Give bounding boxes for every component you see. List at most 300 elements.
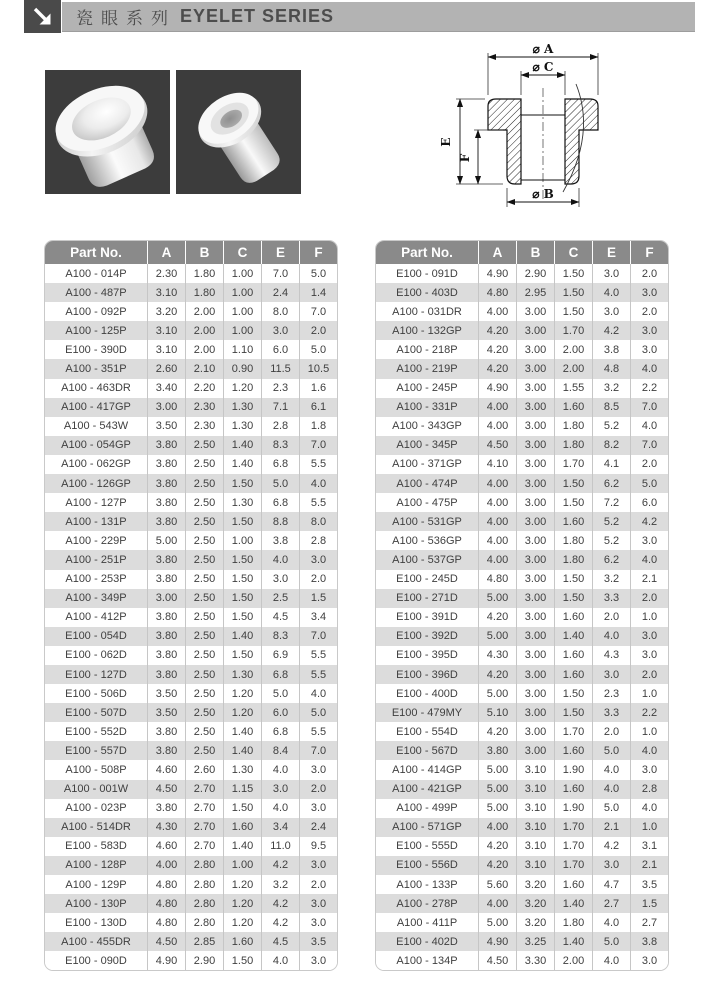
table-cell: 4.20 — [478, 856, 516, 875]
table-row — [45, 302, 337, 321]
table-cell: 3.80 — [147, 455, 185, 474]
table-cell: 6.0 — [630, 493, 668, 512]
table-cell: 4.0 — [592, 951, 630, 970]
table-cell: 5.5 — [299, 722, 337, 741]
table-row — [376, 684, 668, 703]
table-cell: 2.4 — [299, 818, 337, 837]
page-title-bar — [62, 2, 695, 32]
table-cell: 2.50 — [185, 665, 223, 684]
table-cell: 3.0 — [630, 627, 668, 646]
table-cell: A100 - 054GP — [61, 439, 131, 452]
table-cell: 4.50 — [147, 780, 185, 799]
table-cell: 3.8 — [592, 340, 630, 359]
table-cell: E100 - 395D — [396, 649, 458, 662]
table-cell: 3.00 — [516, 608, 554, 627]
table-cell: 3.0 — [630, 646, 668, 665]
table-cell: 1.00 — [223, 321, 261, 340]
table-cell: 2.50 — [185, 741, 223, 760]
table-cell: A100 - 499P — [396, 802, 458, 815]
table-row — [45, 665, 337, 684]
table-cell: 1.15 — [223, 780, 261, 799]
table-cell: 4.50 — [147, 932, 185, 951]
table-row — [45, 264, 337, 283]
table-cell: 1.10 — [223, 340, 261, 359]
table-cell: 2.70 — [185, 799, 223, 818]
table-cell: 3.5 — [299, 932, 337, 951]
table-cell: 1.50 — [223, 512, 261, 531]
table-cell: 3.80 — [147, 512, 185, 531]
table-cell: A100 - 126GP — [61, 477, 131, 490]
table-row — [376, 608, 668, 627]
table-cell: 5.5 — [299, 493, 337, 512]
table-cell: A100 - 132GP — [392, 324, 462, 337]
table-cell: 8.8 — [261, 512, 299, 531]
table-cell: 2.50 — [185, 570, 223, 589]
table-cell: A100 - 531GP — [392, 515, 462, 528]
table-cell: 8.3 — [261, 436, 299, 455]
table-cell: 3.10 — [516, 780, 554, 799]
table-cell: 7.0 — [299, 302, 337, 321]
table-cell: 4.20 — [478, 340, 516, 359]
table-cell: 2.85 — [185, 932, 223, 951]
table-cell: E100 - 392D — [396, 630, 458, 643]
table-cell: 4.8 — [592, 359, 630, 378]
table-cell: 1.70 — [554, 722, 592, 741]
table-cell: A100 - 092P — [65, 305, 127, 318]
table-cell: 5.0 — [592, 799, 630, 818]
table-cell: A100 - 343GP — [392, 420, 462, 433]
table-cell: 4.1 — [592, 455, 630, 474]
table-cell: 4.00 — [478, 474, 516, 493]
table-row — [376, 665, 668, 684]
table-cell: 1.50 — [223, 951, 261, 970]
table-cell: 1.40 — [223, 436, 261, 455]
table-cell: 2.1 — [592, 818, 630, 837]
table-cell: 3.0 — [592, 302, 630, 321]
table-cell: A100 - 253P — [65, 573, 127, 586]
table-cell: 2.7 — [630, 913, 668, 932]
table-cell: 3.8 — [630, 932, 668, 951]
table-cell: 4.3 — [592, 646, 630, 665]
table-cell: 4.2 — [261, 894, 299, 913]
table-cell: 2.50 — [185, 493, 223, 512]
table-cell: 3.00 — [516, 703, 554, 722]
table-row — [376, 474, 668, 493]
table-cell: A100 - 475P — [396, 496, 458, 509]
table-cell: 1.40 — [554, 627, 592, 646]
table-cell: 2.20 — [185, 379, 223, 398]
table-cell: 3.0 — [592, 264, 630, 283]
table-cell: 3.2 — [592, 570, 630, 589]
table-cell: 5.0 — [299, 340, 337, 359]
table-cell: 2.50 — [185, 474, 223, 493]
table-cell: 4.20 — [478, 321, 516, 340]
table-row — [376, 837, 668, 856]
table-cell: 1.20 — [223, 684, 261, 703]
table-cell: 2.50 — [185, 722, 223, 741]
table-cell: 1.90 — [554, 799, 592, 818]
table-cell: 3.00 — [147, 589, 185, 608]
table-cell: 5.0 — [299, 703, 337, 722]
table-cell: E100 - 506D — [65, 687, 127, 700]
table-cell: 1.50 — [554, 264, 592, 283]
table-cell: 1.0 — [630, 608, 668, 627]
label-diameter-c: ⌀ C — [532, 60, 554, 74]
table-cell: 2.80 — [185, 913, 223, 932]
table-cell: 3.10 — [516, 799, 554, 818]
table-cell: 2.00 — [554, 359, 592, 378]
label-diameter-b: ⌀ B — [532, 187, 554, 201]
table-cell: 1.50 — [223, 608, 261, 627]
table-row — [45, 321, 337, 340]
table-cell: 1.20 — [223, 703, 261, 722]
table-cell: 2.80 — [185, 875, 223, 894]
dimension-diagram — [430, 42, 642, 230]
table-cell: A100 - 417GP — [61, 401, 131, 414]
table-cell: 1.60 — [554, 665, 592, 684]
table-cell: 7.0 — [299, 436, 337, 455]
table-cell: 3.00 — [516, 302, 554, 321]
table-cell: 1.80 — [554, 531, 592, 550]
table-cell: 4.0 — [299, 684, 337, 703]
table-cell: A100 - 543W — [63, 420, 129, 433]
table-cell: 2.8 — [261, 417, 299, 436]
table-cell: 3.80 — [147, 627, 185, 646]
table-cell: 5.5 — [299, 646, 337, 665]
table-cell: 1.5 — [299, 589, 337, 608]
table-cell: A100 - 331P — [396, 401, 458, 414]
table-cell: E100 - 403D — [396, 286, 458, 299]
table-cell: 1.60 — [554, 512, 592, 531]
table-cell: 3.50 — [147, 684, 185, 703]
table-cell: 2.50 — [185, 703, 223, 722]
table-cell: 1.70 — [554, 321, 592, 340]
table-cell: 4.90 — [478, 932, 516, 951]
table-cell: 2.00 — [554, 951, 592, 970]
table-cell: 7.0 — [299, 627, 337, 646]
table-row — [376, 321, 668, 340]
table-cell: A100 - 463DR — [61, 382, 131, 395]
table-cell: 4.00 — [478, 512, 516, 531]
table-cell: 2.30 — [185, 417, 223, 436]
table-cell: 3.0 — [630, 283, 668, 302]
table-cell: 1.40 — [554, 932, 592, 951]
table-cell: 3.10 — [147, 283, 185, 302]
table-cell: 0.90 — [223, 359, 261, 378]
table-cell: 2.00 — [554, 340, 592, 359]
table-cell: 3.10 — [147, 340, 185, 359]
table-cell: 1.0 — [630, 722, 668, 741]
table-cell: 2.95 — [516, 283, 554, 302]
table-row — [45, 359, 337, 378]
table-cell: 3.00 — [516, 493, 554, 512]
table-cell: 6.2 — [592, 474, 630, 493]
table-cell: 3.20 — [147, 302, 185, 321]
table-cell: 4.0 — [592, 760, 630, 779]
table-row — [45, 894, 337, 913]
table-cell: 2.1 — [630, 856, 668, 875]
table-row — [376, 818, 668, 837]
table-cell: 1.00 — [223, 302, 261, 321]
table-cell: A100 - 537GP — [392, 553, 462, 566]
table-cell: 6.2 — [592, 550, 630, 569]
table-cell: 4.50 — [478, 436, 516, 455]
table-cell: 4.00 — [478, 398, 516, 417]
table-cell: 4.80 — [147, 913, 185, 932]
table-cell: 4.0 — [630, 741, 668, 760]
table-cell: 3.10 — [516, 818, 554, 837]
table-cell: 3.00 — [516, 684, 554, 703]
table-cell: 3.00 — [516, 398, 554, 417]
table-cell: 1.50 — [223, 589, 261, 608]
table-cell: 1.00 — [223, 283, 261, 302]
table-cell: 1.60 — [554, 398, 592, 417]
table-cell: 5.0 — [299, 264, 337, 283]
table-row — [45, 340, 337, 359]
arrow-down-right-icon — [30, 4, 56, 30]
table-cell: E100 - 557D — [65, 744, 127, 757]
table-cell: 5.00 — [147, 531, 185, 550]
table-cell: 1.80 — [185, 283, 223, 302]
table-cell: 2.00 — [185, 321, 223, 340]
table-cell: 1.50 — [554, 493, 592, 512]
table-cell: 4.00 — [478, 302, 516, 321]
table-cell: 2.90 — [516, 264, 554, 283]
table-cell: 3.10 — [516, 856, 554, 875]
column-header: E — [261, 241, 299, 264]
table-cell: 1.50 — [223, 646, 261, 665]
table-cell: A100 - 536GP — [392, 534, 462, 547]
table-cell: 3.10 — [516, 760, 554, 779]
table-cell: 4.60 — [147, 760, 185, 779]
table-cell: 2.30 — [147, 264, 185, 283]
table-cell: E100 - 091D — [396, 267, 458, 280]
label-height-e: E — [439, 137, 453, 147]
table-cell: 1.30 — [223, 760, 261, 779]
table-row — [376, 627, 668, 646]
table-cell: 4.0 — [592, 627, 630, 646]
table-cell: A100 - 001W — [63, 783, 129, 796]
table-cell: 3.00 — [516, 741, 554, 760]
eyelet-flanged-photo — [45, 70, 170, 194]
table-cell: 3.00 — [147, 398, 185, 417]
table-cell: A100 - 127P — [65, 496, 127, 509]
table-cell: 9.5 — [299, 837, 337, 856]
table-cell: A100 - 133P — [396, 878, 458, 891]
table-cell: E100 - 479MY — [391, 706, 463, 719]
column-header: C — [554, 241, 592, 264]
table-cell: 2.50 — [185, 608, 223, 627]
table-cell: 1.40 — [223, 741, 261, 760]
table-cell: 2.0 — [299, 321, 337, 340]
table-cell: 1.30 — [223, 417, 261, 436]
table-cell: A100 - 023P — [65, 802, 127, 815]
table-cell: 5.00 — [478, 627, 516, 646]
table-cell: 3.30 — [516, 951, 554, 970]
table-row — [376, 646, 668, 665]
column-header: Part No. — [45, 241, 147, 264]
table-cell: 1.40 — [223, 722, 261, 741]
table-cell: 2.0 — [592, 608, 630, 627]
table-cell: 1.8 — [299, 417, 337, 436]
table-cell: 3.40 — [147, 379, 185, 398]
table-cell: 2.0 — [630, 665, 668, 684]
table-cell: 3.0 — [630, 340, 668, 359]
table-cell: 2.00 — [185, 302, 223, 321]
table-cell: 6.8 — [261, 493, 299, 512]
table-cell: 3.80 — [147, 799, 185, 818]
table-cell: 3.80 — [147, 493, 185, 512]
column-header: A — [478, 241, 516, 264]
table-cell: 4.0 — [261, 760, 299, 779]
table-row — [45, 474, 337, 493]
table-row — [376, 436, 668, 455]
table-cell: 1.50 — [554, 570, 592, 589]
table-cell: E100 - 402D — [396, 935, 458, 948]
table-cell: 3.50 — [147, 417, 185, 436]
table-cell: 1.00 — [223, 264, 261, 283]
table-cell: 4.0 — [299, 474, 337, 493]
table-cell: 4.00 — [478, 818, 516, 837]
table-cell: 3.10 — [147, 321, 185, 340]
table-row — [376, 875, 668, 894]
table-cell: 3.4 — [299, 608, 337, 627]
table-cell: 5.0 — [592, 932, 630, 951]
table-cell: 4.0 — [630, 417, 668, 436]
table-row — [376, 570, 668, 589]
table-cell: 3.0 — [299, 951, 337, 970]
table-cell: 2.0 — [630, 264, 668, 283]
column-header: B — [185, 241, 223, 264]
table-cell: 3.10 — [516, 837, 554, 856]
table-cell: 3.2 — [592, 379, 630, 398]
table-cell: 4.0 — [261, 550, 299, 569]
table-cell: 4.20 — [478, 665, 516, 684]
table-cell: 4.20 — [478, 608, 516, 627]
table-cell: 3.00 — [516, 359, 554, 378]
table-cell: 3.80 — [147, 474, 185, 493]
table-cell: 4.0 — [592, 913, 630, 932]
table-cell: 4.00 — [478, 531, 516, 550]
table-cell: 2.7 — [592, 894, 630, 913]
table-cell: E100 - 567D — [396, 744, 458, 757]
table-row — [45, 531, 337, 550]
table-cell: 1.60 — [554, 608, 592, 627]
eyelet-tube-photo — [176, 70, 301, 194]
table-cell: 4.10 — [478, 455, 516, 474]
table-cell: 1.6 — [299, 379, 337, 398]
table-cell: A100 - 128P — [65, 859, 127, 872]
table-cell: 3.0 — [299, 913, 337, 932]
table-cell: 1.60 — [554, 780, 592, 799]
table-row — [45, 684, 337, 703]
table-cell: 1.50 — [223, 474, 261, 493]
table-cell: 4.5 — [261, 608, 299, 627]
table-cell: 3.0 — [592, 856, 630, 875]
table-cell: 4.2 — [592, 321, 630, 340]
table-cell: E100 - 054D — [65, 630, 127, 643]
table-cell: 2.0 — [630, 455, 668, 474]
table-cell: A100 - 130P — [65, 897, 127, 910]
table-cell: 2.70 — [185, 837, 223, 856]
table-row — [45, 589, 337, 608]
table-cell: 3.3 — [592, 589, 630, 608]
table-cell: 7.0 — [630, 436, 668, 455]
table-cell: E100 - 271D — [396, 592, 458, 605]
table-cell: 4.0 — [592, 283, 630, 302]
table-cell: A100 - 421GP — [392, 783, 462, 796]
table-cell: 2.90 — [185, 951, 223, 970]
table-row — [45, 818, 337, 837]
column-header: F — [299, 241, 337, 264]
table-cell: 1.40 — [223, 455, 261, 474]
table-cell: 8.0 — [261, 302, 299, 321]
table-cell: 3.80 — [147, 722, 185, 741]
table-cell: 4.0 — [261, 799, 299, 818]
table-cell: 4.50 — [478, 951, 516, 970]
table-cell: A100 - 218P — [396, 343, 458, 356]
table-row — [45, 760, 337, 779]
table-cell: 1.50 — [223, 799, 261, 818]
table-cell: 2.1 — [630, 570, 668, 589]
table-row — [45, 913, 337, 932]
table-row — [376, 531, 668, 550]
table-cell: E100 - 396D — [396, 668, 458, 681]
table-cell: 5.5 — [299, 665, 337, 684]
table-cell: E100 - 552D — [65, 725, 127, 738]
table-row — [45, 283, 337, 302]
table-cell: 3.0 — [261, 780, 299, 799]
table-cell: 3.00 — [516, 340, 554, 359]
table-row — [376, 283, 668, 302]
eyelet-cross-section-drawing — [430, 42, 642, 230]
table-cell: 3.80 — [147, 550, 185, 569]
table-cell: 2.60 — [147, 359, 185, 378]
table-cell: 6.8 — [261, 722, 299, 741]
table-cell: 6.8 — [261, 455, 299, 474]
table-row — [376, 780, 668, 799]
table-cell: 2.8 — [630, 780, 668, 799]
table-cell: 3.0 — [299, 760, 337, 779]
table-cell: 11.0 — [261, 837, 299, 856]
table-cell: 3.0 — [299, 894, 337, 913]
table-cell: 1.60 — [554, 741, 592, 760]
table-cell: 4.00 — [478, 550, 516, 569]
table-cell: 8.2 — [592, 436, 630, 455]
table-row — [45, 951, 337, 970]
table-cell: 5.00 — [478, 780, 516, 799]
table-cell: 3.0 — [261, 321, 299, 340]
table-cell: 2.3 — [592, 684, 630, 703]
table-cell: 5.0 — [592, 741, 630, 760]
table-cell: 3.5 — [630, 875, 668, 894]
table-cell: 4.20 — [478, 837, 516, 856]
table-row — [45, 780, 337, 799]
table-cell: A100 - 351P — [65, 363, 127, 376]
table-cell: 4.00 — [147, 856, 185, 875]
table-row — [376, 722, 668, 741]
eyelet-tube-render — [176, 70, 301, 194]
table-cell: A100 - 014P — [65, 267, 127, 280]
table-row — [376, 932, 668, 951]
table-cell: A100 - 508P — [65, 763, 127, 776]
table-row — [45, 493, 337, 512]
table-cell: A100 - 219P — [396, 363, 458, 376]
table-cell: A100 - 514DR — [61, 821, 131, 834]
table-cell: 5.00 — [478, 589, 516, 608]
table-row — [376, 398, 668, 417]
table-cell: 3.0 — [630, 321, 668, 340]
